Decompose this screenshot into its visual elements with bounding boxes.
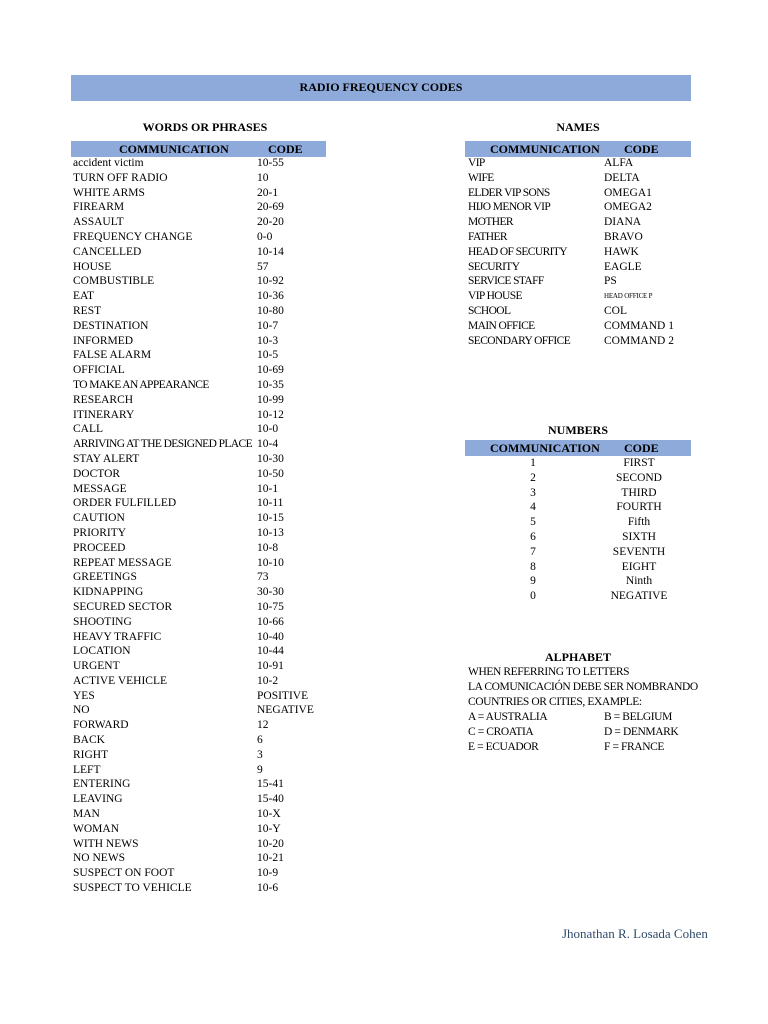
words-communication: CALL xyxy=(73,423,104,436)
words-communication: RESEARCH xyxy=(73,393,134,406)
names-communication: VIP HOUSE xyxy=(468,290,522,303)
names-communication: ELDER VIP SONS xyxy=(468,186,550,199)
words-communication: FIREARM xyxy=(73,201,125,214)
names-row xyxy=(468,156,691,171)
names-code: DELTA xyxy=(604,171,640,184)
numbers-communication: 8 xyxy=(530,560,536,573)
alphabet-instructions xyxy=(468,665,698,709)
numbers-communication: 2 xyxy=(530,471,536,484)
words-row xyxy=(73,600,333,615)
words-communication: BACK xyxy=(73,734,105,747)
words-row xyxy=(73,866,333,881)
names-communication: SERVICE STAFF xyxy=(468,275,544,288)
alphabet-example-left: C = CROATIA xyxy=(468,725,534,738)
words-row xyxy=(73,482,333,497)
alphabet-example-right: F = FRANCE xyxy=(604,740,665,753)
alphabet-example-row xyxy=(468,740,691,755)
words-communication: HOUSE xyxy=(73,260,112,273)
alphabet-example-right: D = DENMARK xyxy=(604,725,679,738)
words-communication: ENTERING xyxy=(73,778,131,791)
names-communication: WIFE xyxy=(468,171,494,184)
words-code: 10-55 xyxy=(257,157,284,169)
numbers-col-communication: COMMUNICATION xyxy=(490,441,600,455)
document-title: RADIO FREQUENCY CODES xyxy=(71,75,691,101)
words-communication: ACTIVE VEHICLE xyxy=(73,674,168,687)
numbers-communication: 1 xyxy=(530,457,536,469)
numbers-code: Ninth xyxy=(625,575,653,588)
words-row xyxy=(73,837,333,852)
names-col-communication: COMMUNICATION xyxy=(490,142,600,156)
numbers-code: FOURTH xyxy=(616,501,662,514)
words-code: 20-69 xyxy=(257,201,284,214)
words-communication: GREETINGS xyxy=(73,571,137,584)
words-row xyxy=(73,186,333,201)
names-communication: MOTHER xyxy=(468,216,513,229)
names-code: BRAVO xyxy=(604,230,643,243)
words-communication: accident victim xyxy=(73,157,144,169)
words-communication: LOCATION xyxy=(73,645,131,658)
words-code: 10-10 xyxy=(257,556,284,569)
names-code: OMEGA2 xyxy=(604,201,652,214)
words-code: 10-2 xyxy=(257,674,279,687)
words-communication: TURN OFF RADIO xyxy=(73,171,168,184)
words-communication: OFFICIAL xyxy=(73,364,125,377)
names-communication: HEAD OF SECURITY xyxy=(468,245,568,258)
names-row xyxy=(468,319,691,334)
words-code: 10-15 xyxy=(257,512,284,525)
words-communication: DESTINATION xyxy=(73,319,149,332)
words-communication: FREQUENCY CHANGE xyxy=(73,230,193,243)
words-code: 10-14 xyxy=(257,245,284,258)
words-row xyxy=(73,703,333,718)
words-code: 10-44 xyxy=(257,645,284,658)
alphabet-line: LA COMUNICACIÓN DEBE SER NOMBRANDO xyxy=(468,680,698,693)
names-row xyxy=(468,230,691,245)
words-communication: COMBUSTIBLE xyxy=(73,275,155,288)
numbers-col-code: CODE xyxy=(624,441,659,455)
words-row xyxy=(73,393,333,408)
names-row xyxy=(468,186,691,201)
words-col-code: CODE xyxy=(268,142,303,156)
words-row xyxy=(73,674,333,689)
names-communication: MAIN OFFICE xyxy=(468,319,535,332)
numbers-heading: NUMBERS xyxy=(547,423,608,437)
words-communication: FALSE ALARM xyxy=(73,349,152,362)
words-code: 10-X xyxy=(257,808,281,821)
words-row xyxy=(73,363,333,378)
words-row xyxy=(73,274,333,289)
names-code: ALFA xyxy=(604,157,634,169)
names-code: COMMAND 2 xyxy=(604,334,674,347)
words-communication: SUSPECT ON FOOT xyxy=(73,867,175,880)
words-communication: ORDER FULFILLED xyxy=(73,497,177,510)
alphabet-examples xyxy=(468,710,691,754)
words-communication: MAN xyxy=(73,808,100,821)
numbers-code: Fifth xyxy=(627,516,651,529)
words-row xyxy=(73,334,333,349)
words-communication: LEFT xyxy=(73,763,101,776)
words-row xyxy=(73,777,333,792)
names-row xyxy=(468,171,691,186)
words-code: 10-11 xyxy=(257,497,284,510)
alphabet-example-row xyxy=(468,710,691,725)
words-row xyxy=(73,570,333,585)
numbers-communication: 7 xyxy=(530,545,536,558)
words-code: 9 xyxy=(257,763,263,776)
names-row xyxy=(468,215,691,230)
words-code: 10-9 xyxy=(257,867,279,880)
numbers-code: FIRST xyxy=(623,457,655,469)
words-code: 15-40 xyxy=(257,793,284,806)
words-code: 10-40 xyxy=(257,630,284,643)
numbers-row xyxy=(465,515,691,530)
numbers-header-row xyxy=(465,440,691,456)
words-code: 12 xyxy=(257,719,269,732)
names-communication: VIP xyxy=(468,157,485,169)
words-communication: SECURED SECTOR xyxy=(73,600,173,613)
numbers-communication: 3 xyxy=(530,486,536,499)
words-row xyxy=(73,556,333,571)
words-row xyxy=(73,304,333,319)
words-row xyxy=(73,718,333,733)
names-row xyxy=(468,289,691,304)
words-row xyxy=(73,289,333,304)
words-code: 3 xyxy=(257,748,263,761)
words-code: 57 xyxy=(257,260,269,273)
words-communication: REPEAT MESSAGE xyxy=(73,556,172,569)
words-communication: YES xyxy=(73,689,95,702)
names-communication: SECURITY xyxy=(468,260,520,273)
words-code: 10-99 xyxy=(257,393,284,406)
numbers-code: SEVENTH xyxy=(612,545,666,558)
words-table xyxy=(73,156,333,896)
words-code: 73 xyxy=(257,571,269,584)
words-communication: KIDNAPPING xyxy=(73,586,144,599)
words-row xyxy=(73,526,333,541)
words-code: NEGATIVE xyxy=(257,704,314,717)
words-row xyxy=(73,763,333,778)
words-row xyxy=(73,644,333,659)
words-row xyxy=(73,585,333,600)
words-communication: CAUTION xyxy=(73,512,125,525)
words-row xyxy=(73,215,333,230)
words-communication: ITINERARY xyxy=(73,408,135,421)
names-row xyxy=(468,245,691,260)
words-header-row xyxy=(71,141,326,157)
numbers-code: EIGHT xyxy=(621,560,657,573)
words-code: 10-80 xyxy=(257,304,284,317)
words-row xyxy=(73,748,333,763)
words-code: 10-66 xyxy=(257,615,284,628)
words-row xyxy=(73,511,333,526)
words-code: 10-4 xyxy=(257,438,279,451)
words-code: 6 xyxy=(257,734,263,747)
words-row xyxy=(73,230,333,245)
words-communication: STAY ALERT xyxy=(73,452,140,465)
alphabet-example-left: A = AUSTRALIA xyxy=(468,711,548,723)
names-communication: FATHER xyxy=(468,230,507,243)
numbers-row xyxy=(465,471,691,486)
words-code: 10-5 xyxy=(257,349,279,362)
words-row xyxy=(73,851,333,866)
words-code: 10-30 xyxy=(257,452,284,465)
words-row xyxy=(73,452,333,467)
words-code: 10-7 xyxy=(257,319,279,332)
words-row xyxy=(73,171,333,186)
names-code: HAWK xyxy=(604,245,639,258)
alphabet-example-row xyxy=(468,725,691,740)
numbers-code: SIXTH xyxy=(622,530,656,543)
names-code: COMMAND 1 xyxy=(604,319,674,332)
words-communication: ARRIVING AT THE DESIGNED PLACE xyxy=(73,438,252,451)
words-row xyxy=(73,630,333,645)
words-row xyxy=(73,319,333,334)
alphabet-heading: ALPHABET xyxy=(544,650,611,664)
names-code: DIANA xyxy=(604,216,642,229)
names-col-code: CODE xyxy=(624,142,659,156)
numbers-row xyxy=(465,574,691,589)
words-row xyxy=(73,245,333,260)
words-communication: SUSPECT TO VEHICLE xyxy=(73,882,192,895)
words-code: 10-36 xyxy=(257,290,284,303)
names-code: PS xyxy=(604,275,617,288)
words-code: 10-69 xyxy=(257,364,284,377)
words-code: 10-8 xyxy=(257,541,279,554)
words-code: 10-12 xyxy=(257,408,284,421)
names-table xyxy=(468,156,691,348)
names-header-row xyxy=(465,141,691,157)
words-communication: INFORMED xyxy=(73,334,134,347)
words-col-communication: COMMUNICATION xyxy=(119,142,229,156)
words-communication: RIGHT xyxy=(73,748,109,761)
names-communication: HIJO MENOR VIP xyxy=(468,201,551,214)
words-communication: NO xyxy=(73,704,90,717)
words-row xyxy=(73,792,333,807)
words-communication: LEAVING xyxy=(73,793,123,806)
words-row xyxy=(73,807,333,822)
words-row xyxy=(73,437,333,452)
words-code: 20-1 xyxy=(257,186,279,199)
words-code: 10-1 xyxy=(257,482,279,495)
numbers-row xyxy=(465,500,691,515)
words-communication: PRIORITY xyxy=(73,526,127,539)
numbers-communication: 4 xyxy=(530,501,536,514)
words-code: 0-0 xyxy=(257,230,273,243)
numbers-row xyxy=(465,456,691,471)
numbers-communication: 5 xyxy=(530,516,536,529)
words-code: 20-20 xyxy=(257,216,284,229)
words-code: 10-13 xyxy=(257,526,284,539)
alphabet-example-left: E = ECUADOR xyxy=(468,740,539,753)
words-row xyxy=(73,200,333,215)
words-row xyxy=(73,378,333,393)
words-code: 30-30 xyxy=(257,586,284,599)
words-row xyxy=(73,467,333,482)
numbers-code: THIRD xyxy=(621,486,657,499)
words-row xyxy=(73,156,333,171)
words-communication: WOMAN xyxy=(73,822,119,835)
words-communication: WITH NEWS xyxy=(73,837,139,850)
numbers-row xyxy=(465,589,691,604)
words-communication: REST xyxy=(73,304,102,317)
words-row xyxy=(73,408,333,423)
alphabet-line: COUNTRIES OR CITIES, EXAMPLE: xyxy=(468,695,642,708)
numbers-communication: 0 xyxy=(530,590,536,603)
author-signature: Jhonathan R. Losada Cohen xyxy=(562,926,708,941)
words-row xyxy=(73,422,333,437)
numbers-code: NEGATIVE xyxy=(610,590,668,603)
words-code: 10-3 xyxy=(257,334,279,347)
words-row xyxy=(73,659,333,674)
words-heading: WORDS OR PHRASES xyxy=(142,120,268,134)
words-code: 10-35 xyxy=(257,378,284,391)
words-row xyxy=(73,348,333,363)
words-communication: MESSAGE xyxy=(73,482,127,495)
names-code: EAGLE xyxy=(604,260,642,273)
names-code: COL xyxy=(604,304,627,317)
words-communication: SHOOTING xyxy=(73,615,132,628)
words-communication: WHITE ARMS xyxy=(73,186,145,199)
words-communication: NO NEWS xyxy=(73,852,126,865)
names-row xyxy=(468,200,691,215)
words-code: 10-0 xyxy=(257,423,279,436)
words-communication: PROCEED xyxy=(73,541,126,554)
alphabet-line: WHEN REFERRING TO LETTERS xyxy=(468,666,630,678)
words-code: 10-21 xyxy=(257,852,284,865)
words-code: 10-20 xyxy=(257,837,284,850)
words-code: 10-91 xyxy=(257,660,284,673)
alphabet-example-right: B = BELGIUM xyxy=(604,711,672,723)
words-code: 10-50 xyxy=(257,467,284,480)
numbers-row xyxy=(465,545,691,560)
words-communication: URGENT xyxy=(73,660,120,673)
words-code: 15-41 xyxy=(257,778,284,791)
numbers-row xyxy=(465,486,691,501)
words-communication: CANCELLED xyxy=(73,245,142,258)
numbers-row xyxy=(465,530,691,545)
words-row xyxy=(73,881,333,896)
words-code: 10-75 xyxy=(257,600,284,613)
names-row xyxy=(468,334,691,349)
words-code: 10-6 xyxy=(257,882,279,895)
words-code: POSITIVE xyxy=(257,689,309,702)
words-row xyxy=(73,822,333,837)
words-row xyxy=(73,615,333,630)
words-row xyxy=(73,496,333,511)
numbers-row xyxy=(465,560,691,575)
words-communication: TO MAKE AN APPEARANCE xyxy=(73,378,209,391)
numbers-code: SECOND xyxy=(615,471,662,484)
words-row xyxy=(73,733,333,748)
words-row xyxy=(73,689,333,704)
names-code: OMEGA1 xyxy=(604,186,652,199)
words-code: 10-92 xyxy=(257,275,284,288)
names-row xyxy=(468,260,691,275)
names-heading: NAMES xyxy=(556,120,600,134)
names-code: HEAD OFFICE P xyxy=(604,292,653,301)
names-communication: SCHOOL xyxy=(468,304,511,317)
numbers-communication: 9 xyxy=(530,575,536,588)
words-communication: HEAVY TRAFFIC xyxy=(73,630,162,643)
numbers-communication: 6 xyxy=(530,530,536,543)
words-communication: ASSAULT xyxy=(73,216,124,229)
words-row xyxy=(73,541,333,556)
words-communication: DOCTOR xyxy=(73,467,121,480)
names-row xyxy=(468,274,691,289)
words-row xyxy=(73,260,333,275)
numbers-table xyxy=(465,456,691,604)
names-communication: SECONDARY OFFICE xyxy=(468,334,571,347)
names-row xyxy=(468,304,691,319)
words-code: 10-Y xyxy=(257,822,281,835)
words-code: 10 xyxy=(257,171,269,184)
words-communication: FORWARD xyxy=(73,719,129,732)
words-communication: EAT xyxy=(73,290,95,303)
